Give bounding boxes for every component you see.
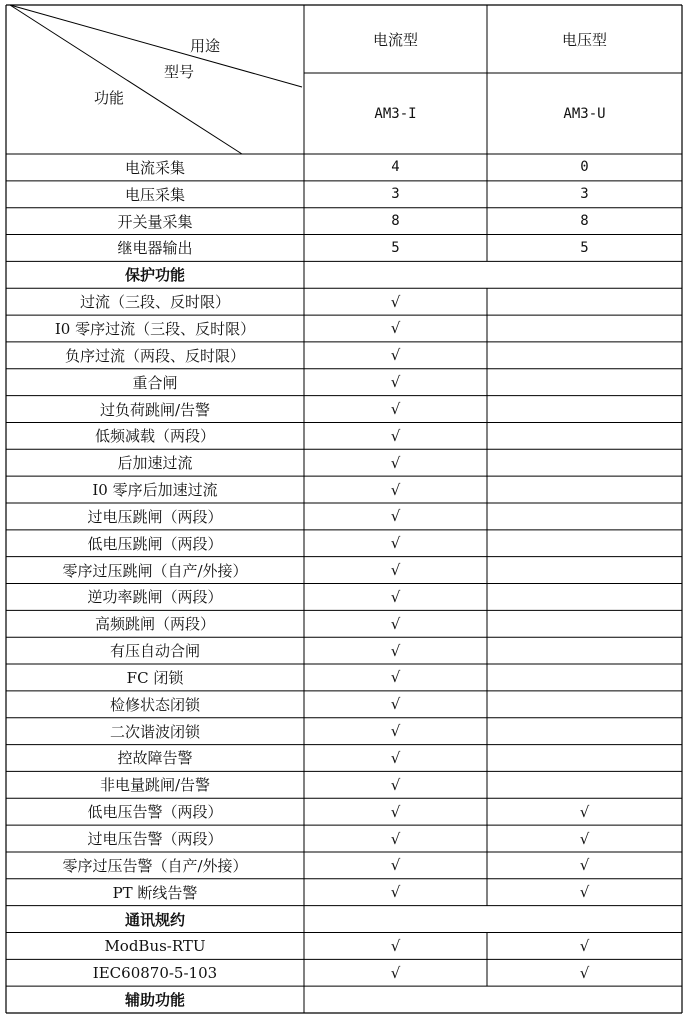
check-mark-voltage [487,396,682,423]
row-label: 过流（三段、反时限） [79,293,230,312]
check-mark-voltage [487,422,682,449]
check-mark-current: √ [390,722,401,741]
check-mark-current: √ [390,426,401,445]
check-mark-voltage: √ [579,883,590,902]
model-current: AM3-I [374,105,417,122]
row-label: 继电器输出 [117,239,193,258]
column-header-current: 电流型 [372,30,418,49]
check-mark-voltage [487,476,682,503]
row-label: I0 零序后加速过流 [92,481,218,500]
check-mark-voltage [487,610,682,637]
value-current: 8 [391,213,400,230]
section-header: 通讯规约 [124,910,185,929]
check-mark-current: √ [390,507,401,526]
check-mark-voltage [487,745,682,772]
check-mark-current: √ [390,802,401,821]
check-mark-current: √ [390,346,401,365]
value-voltage: 8 [580,213,589,230]
row-label: 有压自动合闸 [109,642,200,661]
check-mark-current: √ [390,668,401,687]
value-current: 5 [391,239,400,256]
check-mark-voltage [487,315,682,342]
row-label: 低电压告警（两段） [87,803,223,822]
check-mark-current: √ [390,748,401,767]
check-mark-voltage [487,691,682,718]
check-mark-current: √ [390,292,401,311]
check-mark-current: √ [390,561,401,580]
row-label: 二次谐波闭锁 [109,722,200,741]
row-label: IEC60870-5-103 [92,963,218,982]
check-mark-current: √ [390,775,401,794]
check-mark-voltage [487,288,682,315]
value-voltage: 3 [580,186,589,203]
section-header: 保护功能 [124,266,185,285]
check-mark-voltage [487,503,682,530]
check-mark-voltage [487,584,682,611]
section-header: 辅助功能 [124,991,185,1010]
check-mark-current: √ [390,936,401,955]
row-label: ModBus-RTU [104,936,206,955]
check-mark-current: √ [390,319,401,338]
diagonal-line-2 [10,5,242,154]
check-mark-voltage [487,449,682,476]
check-mark-voltage [487,557,682,584]
check-mark-current: √ [390,963,401,982]
check-mark-voltage: √ [579,936,590,955]
row-label: I0 零序过流（三段、反时限） [54,319,256,338]
model-voltage: AM3-U [563,105,606,122]
check-mark-voltage: √ [579,963,590,982]
diagonal-line-1 [10,5,302,87]
row-label: 过电压告警（两段） [87,830,223,849]
value-current: 4 [391,159,400,176]
check-mark-voltage [487,530,682,557]
check-mark-current: √ [390,695,401,714]
row-label: 零序过压告警（自产/外接） [62,856,248,875]
check-mark-voltage [487,771,682,798]
value-current: 3 [391,186,400,203]
check-mark-current: √ [390,614,401,633]
row-label: FC 闭锁 [126,668,184,687]
diagonal-label-function: 功能 [94,89,125,107]
check-mark-voltage [487,342,682,369]
row-label: 开关量采集 [117,212,193,231]
check-mark-voltage [487,664,682,691]
row-label: 控故障告警 [117,749,193,768]
check-mark-current: √ [390,883,401,902]
value-voltage: 5 [580,239,589,256]
check-mark-voltage [487,718,682,745]
row-label: 低频减载（两段） [94,427,215,446]
row-label: 重合闸 [132,373,178,392]
check-mark-current: √ [390,480,401,499]
row-label: 电流采集 [124,158,185,177]
check-mark-voltage [487,369,682,396]
row-label: 高频跳闸（两段） [94,615,215,634]
check-mark-current: √ [390,829,401,848]
check-mark-current: √ [390,641,401,660]
row-label: 逆功率跳闸（两段） [87,588,223,607]
row-label: 零序过压跳闸（自产/外接） [62,561,248,580]
check-mark-current: √ [390,856,401,875]
check-mark-voltage: √ [579,829,590,848]
value-voltage: 0 [580,159,589,176]
row-label: 后加速过流 [117,454,193,473]
row-label: 非电量跳闸/告警 [99,776,211,795]
column-header-voltage: 电压型 [561,30,607,49]
row-label: PT 断线告警 [112,883,198,902]
row-label: 过负荷跳闸/告警 [99,400,211,419]
check-mark-current: √ [390,400,401,419]
diagonal-label-model: 型号 [164,63,195,81]
row-label: 检修状态闭锁 [109,695,200,714]
check-mark-voltage: √ [579,856,590,875]
check-mark-voltage: √ [579,802,590,821]
check-mark-voltage [487,637,682,664]
diagonal-label-usage: 用途 [190,37,221,55]
row-label: 负序过流（两段、反时限） [64,346,245,365]
check-mark-current: √ [390,587,401,606]
row-label: 低电压跳闸（两段） [87,534,223,553]
check-mark-current: √ [390,534,401,553]
row-label: 过电压跳闸（两段） [87,507,223,526]
check-mark-current: √ [390,453,401,472]
row-label: 电压采集 [124,185,185,204]
check-mark-current: √ [390,373,401,392]
